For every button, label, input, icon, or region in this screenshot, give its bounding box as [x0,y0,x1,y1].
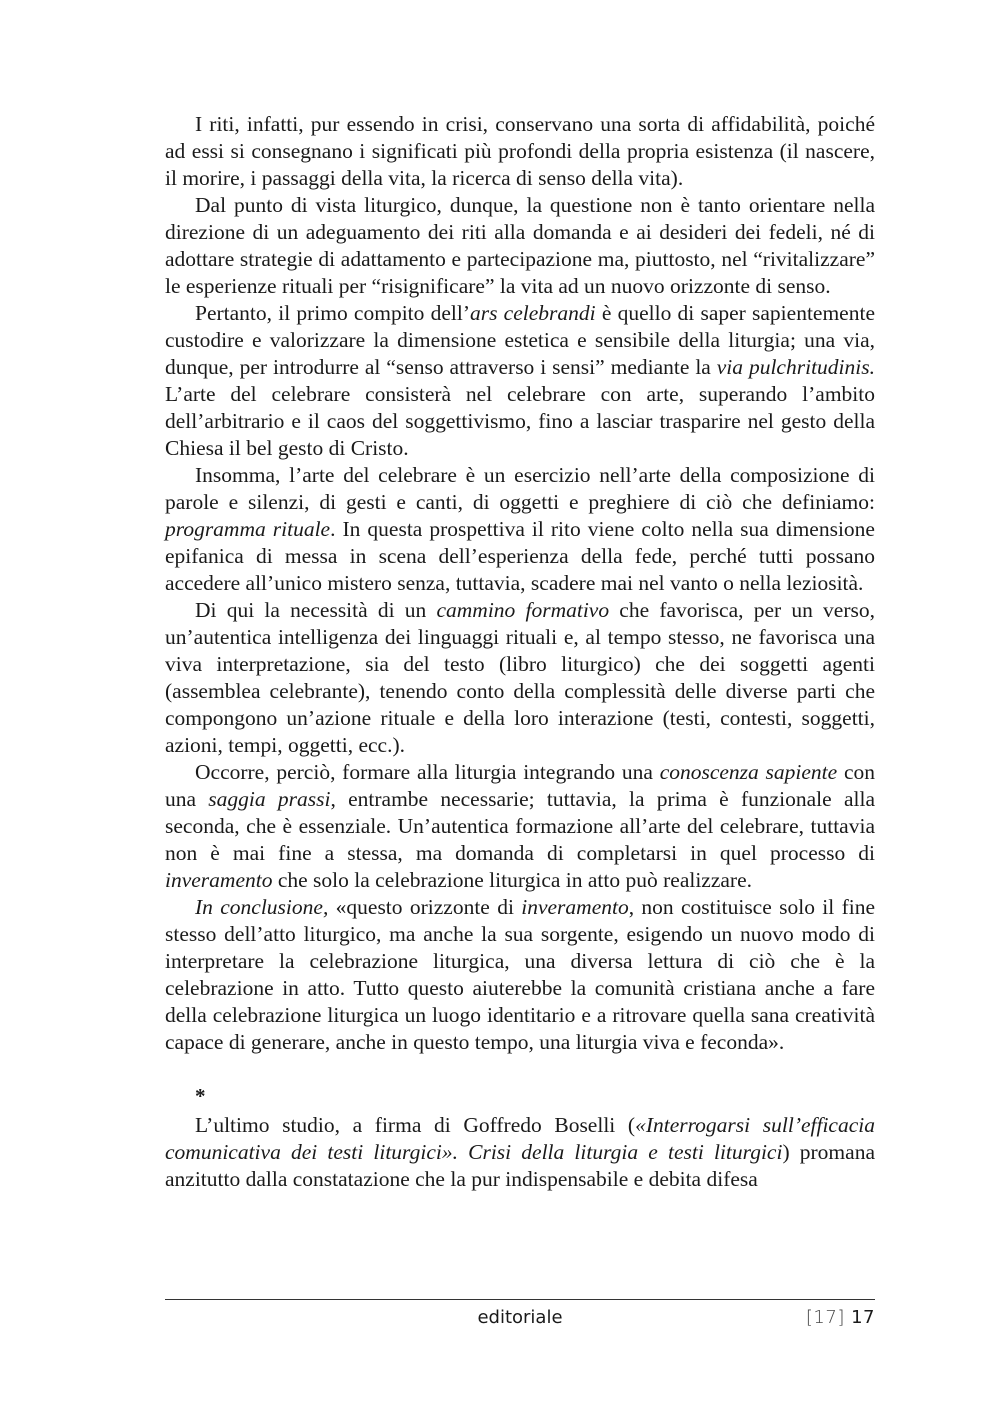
italic-text-run: cammino formativo [436,598,610,622]
italic-text-run: programma rituale [165,517,331,541]
italic-text-run: In conclusione, [195,895,329,919]
text-run: che favorisca, per un verso, un’autentica intelligenza dei linguaggi rituali e, al tempo stesso, ne favorisca una viva interpretazione, sia del testo (libro liturgico) che dei soggetti agenti (assemblea celebrante), tenendo conto della complessità delle diverse parti che compongono un’azione rituale e della loro interazione (testi, contesti, soggetti, azioni, tempi, oggetti, ecc.). [165,598,875,757]
text-run: L’ultimo studio, a firma di Goffredo Boselli ( [195,1113,636,1137]
page-footer [165,1305,875,1331]
text-run: , non costituisce solo il fine stesso dell’atto liturgico, ma anche la sua sorgente, esigendo un nuovo modo di interpretare la celebrazione liturgica, una diversa lettura di ciò che è la celebrazione in atto. Tutto questo aiuterebbe la comunità cristiana anche a fare della celebrazione liturgica un luogo identitario e a ritrovare quella sana creatività capace di generare, anche in questo tempo, una liturgia viva e feconda». [165,895,875,1054]
text-run: Di qui la necessità di un [195,598,437,622]
text-run: Occorre, perciò, formare alla liturgia integrando una [195,760,660,784]
paragraphs-after-separator [165,1112,875,1193]
text-run: Dal punto di vista liturgico, dunque, la questione non è tanto orientare nella direzione di un adeguamento dei riti alla domanda e ai desideri dei fedeli, né di adottare strategie di adattamento e partecipazione ma, piuttosto, nel “rivitalizzare” le esperienze rituali per “risignificare” la vita ad un nuovo orizzonte di senso. [165,193,875,298]
section-separator: * [195,1084,206,1108]
page-number-group [806,1305,875,1331]
footer-rule [165,1299,875,1300]
paragraph [165,462,875,597]
paragraph [165,894,875,1056]
paragraph [165,300,875,462]
paragraph [165,597,875,759]
paragraph [165,192,875,300]
running-footer-section: editoriale [477,1307,563,1328]
page-number: 17 [851,1307,875,1328]
text-run: , entrambe necessarie; tuttavia, la prima è funzionale alla seconda, che è essenziale. Un’autentica formazione all’arte del celebrare, tuttavia non è mai fine a stessa, ma domanda di completarsi in quel processo di [165,787,875,865]
text-run: . In questa prospettiva il rito viene colto nella sua dimensione epifanica di messa in scena dell’esperienza della fede, perché tutti possano accedere all’unico mistero senza, tuttavia, scadere mai nel vanto o nella leziosità. [165,517,875,595]
paragraph [165,111,875,192]
italic-text-run: conoscenza sapiente [659,760,838,784]
text-run: L’arte del celebrare consisterà nel celebrare con arte, superando l’ambito dell’arbitrario e il caos del soggettivismo, fino a lasciar trasparire nel gesto della Chiesa il bel gesto di Cristo. [165,382,875,460]
paragraphs-main [165,111,875,1056]
italic-text-run: saggia prassi [208,787,331,811]
body-text [165,111,875,1193]
italic-text-run: inveramento [165,868,273,892]
text-run: I riti, infatti, pur essendo in crisi, conservano una sorta di affidabilità, poiché ad essi si consegnano i significati più profondi della propria esistenza (il nascere, il morire, i passaggi della vita, la ricerca di senso della vita). [165,112,875,190]
text-run: Pertanto, il primo compito dell’ [195,301,470,325]
italic-text-run: ars celebrandi [470,301,596,325]
page-number-bracketed: [17] [805,1307,845,1328]
text-run: Insomma, l’arte del celebrare è un esercizio nell’arte della composizione di parole e silenzi, di gesti e canti, di oggetti e preghiere di ciò che definiamo: [165,463,875,514]
paragraph [165,759,875,894]
text-run: che solo la celebrazione liturgica in atto può realizzare. [272,868,753,892]
text-run: «questo orizzonte di [328,895,522,919]
text-run: ) promana anzitutto dalla constatazione che la pur indispensabile e debita difesa [165,1140,875,1191]
italic-text-run: inveramento [521,895,629,919]
text-run: con una [165,760,875,811]
italic-text-run: via pulchritudinis. [716,355,875,379]
text-run: è quello di saper sapientemente custodire e valorizzare la dimensione estetica e sensibile della liturgia; una via, dunque, per introdurre al “senso attraverso i sensi” mediante la [165,301,875,379]
paragraph [165,1112,875,1193]
italic-text-run: «Interrogarsi sull’efficacia comunicativa dei testi liturgici». Crisi della liturgia e testi liturgici [165,1113,875,1164]
